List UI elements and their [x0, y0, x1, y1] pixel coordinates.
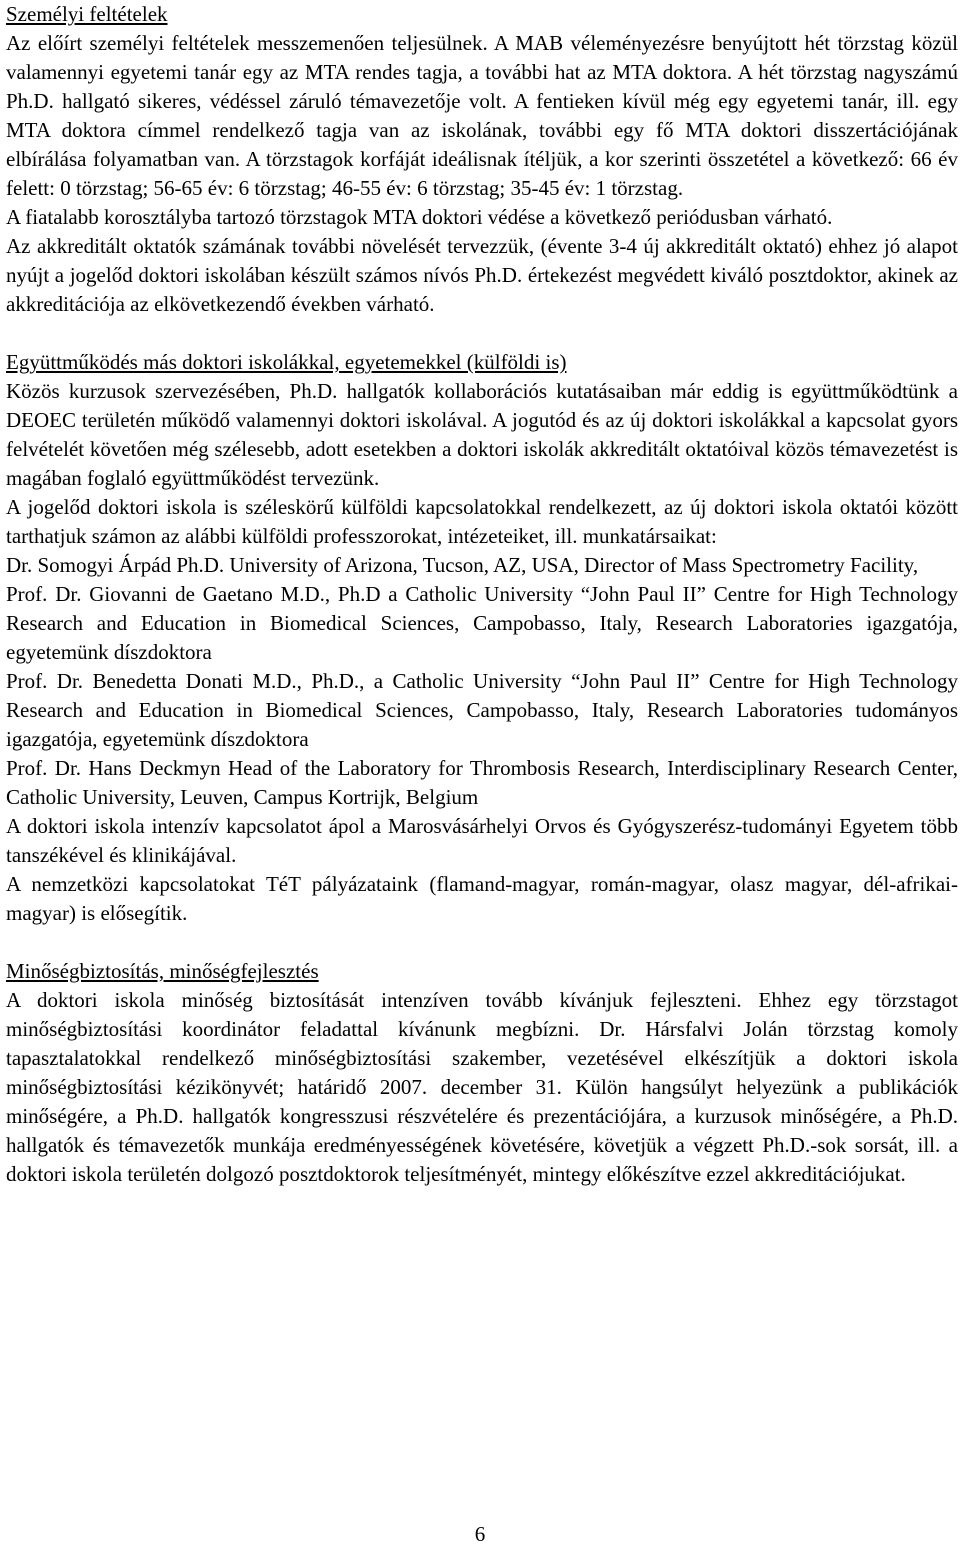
paragraph: A nemzetközi kapcsolatokat TéT pályázataink (flamand-magyar, román-magyar, olasz magyar, dél-afrikai-magyar) is elősegítik.: [6, 872, 958, 925]
paragraph: Prof. Dr. Benedetta Donati M.D., Ph.D., a Catholic University “John Paul II” Centre for High Technology Research and Education in Biomedical Sciences, Campobasso, Italy, Research Laboratories tudományos igazgatója, egyetemünk díszdoktora: [6, 669, 958, 751]
document-page: [6, 0, 958, 1189]
paragraph: Prof. Dr. Hans Deckmyn Head of the Laboratory for Thrombosis Research, Interdisciplinary Research Center, Catholic University, Leuven, Campus Kortrijk, Belgium: [6, 756, 958, 809]
paragraph: Közös kurzusok szervezésében, Ph.D. hallgatók kollaborációs kutatásaiban már eddig is együttműködtünk a DEOEC területén működő valamennyi doktori iskolával. A jogutód és az új doktori iskolákkal a kapcsolat gyors felvételét követően még szélesebb, adott esetekben a doktori iskolák akkreditált oktatóival közös témavezetést is magában foglaló együttműködést tervezünk.: [6, 379, 958, 490]
paragraph: Dr. Somogyi Árpád Ph.D. University of Arizona, Tucson, AZ, USA, Director of Mass Spectrometry Facility,: [6, 553, 919, 577]
section-heading-quality-assurance: Minőségbiztosítás, minőségfejlesztés: [6, 959, 319, 983]
paragraph: A doktori iskola intenzív kapcsolatot ápol a Marosvásárhelyi Orvos és Gyógyszerész-tudományi Egyetem több tanszékével és klinikájával.: [6, 814, 958, 867]
paragraph: A doktori iskola minőség biztosítását intenzíven tovább kívánjuk fejleszteni. Ehhez egy törzstagot minőségbiztosítási koordinátor feladattal kívánunk megbízni. Dr. Hársfalvi Jolán törzstag komoly tapasztalatokkal rendelkező minőségbiztosítási szakember, vezetésével elkészítjük a doktori iskola minőségbiztosítási kézikönyvét; határidő 2007. december 31. Külön hangsúlyt helyezünk a publikációk minőségére, a Ph.D. hallgatók kongresszusi részvételére és prezentációjára, a kurzusok minőségére, a Ph.D. hallgatók és témavezetők munkája eredményességének követésére, követjük a végzett Ph.D.-sok sorsát, ill. a doktori iskola területén dolgozó posztdoktorok teljesítményét, mintegy előkészítve ezzel akkreditációjukat.: [6, 988, 958, 1186]
paragraph: Az előírt személyi feltételek messzemenően teljesülnek. A MAB véleményezésre benyújtott hét törzstag közül valamennyi egyetemi tanár egy az MTA rendes tagja, a további hat az MTA doktora. A hét törzstag nagyszámú Ph.D. hallgató sikeres, védéssel záruló témavezetője volt. A fentieken kívül még egy egyetemi tanár, ill. egy MTA doktora címmel rendelkező tagja van az iskolának, további egy fő MTA doktori disszertációjának elbírálása folyamatban van. A törzstagok korfáját ideálisnak ítéljük, a kor szerinti összetétel a következő: 66 év felett: 0 törzstag; 56-65 év: 6 törzstag; 46-55 év: 6 törzstag; 35-45 év: 1 törzstag.: [6, 31, 958, 200]
paragraph: A fiatalabb korosztályba tartozó törzstagok MTA doktori védése a következő periódusban várható.: [6, 205, 833, 229]
section-spacer: [6, 928, 958, 957]
section-heading-cooperation: Együttműködés más doktori iskolákkal, egyetemekkel (külföldi is): [6, 350, 567, 374]
paragraph: Prof. Dr. Giovanni de Gaetano M.D., Ph.D a Catholic University “John Paul II” Centre for High Technology Research and Education in Biomedical Sciences, Campobasso, Italy, Research Laboratories igazgatója, egyetemünk díszdoktora: [6, 582, 958, 664]
page-number: 6: [474, 1522, 486, 1546]
paragraph: A jogelőd doktori iskola is széleskörű külföldi kapcsolatokkal rendelkezett, az új doktori iskola oktatói között tarthatjuk számon az alábbi külföldi professzorokat, intézeteiket, ill. munkatársaikat:: [6, 495, 958, 548]
section-heading-personal-conditions: Személyi feltételek: [6, 2, 168, 26]
paragraph: Az akkreditált oktatók számának további növelését tervezzük, (évente 3-4 új akkreditált oktató) ehhez jó alapot nyújt a jogelőd doktori iskolában készült számos nívós Ph.D. értekezést megvédett kiváló posztdoktor, akinek az akkreditációja az elkövetkezendő években várható.: [6, 234, 958, 316]
section-spacer: [6, 319, 958, 348]
